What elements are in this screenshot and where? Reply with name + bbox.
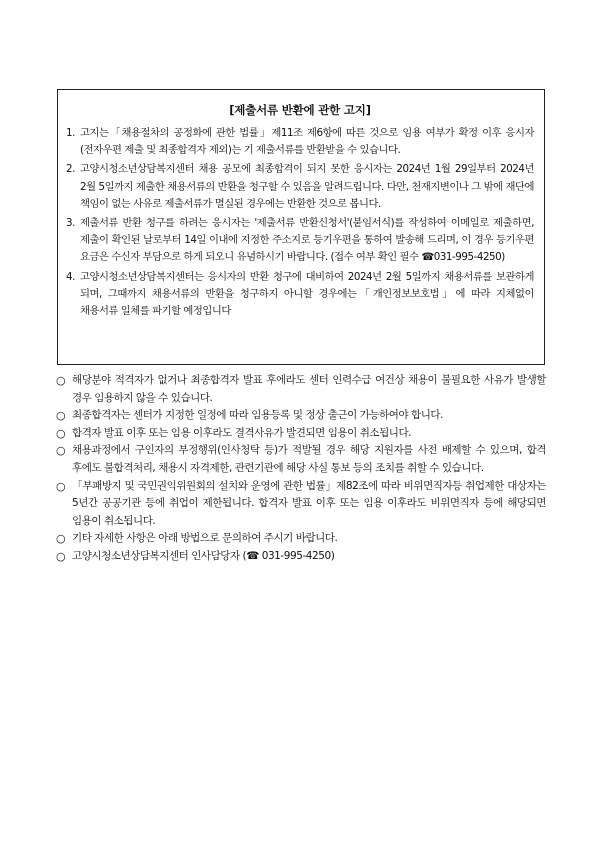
bullet-item: [56, 478, 546, 531]
notice-list: [66, 125, 534, 320]
bullet-item: [56, 442, 546, 477]
notice-item-number: 3.: [66, 217, 75, 230]
circle-bullet-icon: ○: [56, 444, 66, 458]
circle-bullet-icon: ○: [56, 532, 66, 546]
notice-item-number: 4.: [66, 270, 75, 283]
notice-box: [57, 89, 545, 365]
notice-item-number: 2.: [66, 163, 75, 176]
bullet-text: 합격자 발표 이후 또는 임용 이후라도 결격사유가 발견되면 임용이 취소됩니다.: [72, 426, 412, 439]
notice-item: [66, 269, 534, 321]
bullet-list: [56, 372, 546, 566]
bullet-text: 「부패방지 및 국민권익위원회의 설치와 운영에 관한 법률」제82조에 따라 비위면직자등 취업제한 대상자는 5년간 공공기관 등에 취업이 제한됩니다. 합격자 발표 이후 또는 임용 이후라도 비위면직자 등에 해당되면 임용이 취소됩니다.: [72, 479, 546, 527]
bullet-item: [56, 407, 546, 425]
bullet-item: [56, 530, 546, 548]
notice-item: [66, 161, 534, 213]
bullet-item: [56, 372, 546, 407]
circle-bullet-icon: ○: [56, 374, 66, 387]
notice-item: [66, 125, 534, 159]
circle-bullet-icon: ○: [56, 409, 66, 423]
notice-item-text: 고양시청소년상담복지센터는 응시자의 반환 청구에 대비하여 2024년 2월 5일까지 채용서류를 보관하게 되며, 그때까지 채용서류의 반환을 청구하지 아니할 경우에는「개인정보보호법」에 따라 지체없이 채용서류 일체를 파기할 예정입니다: [80, 270, 534, 318]
bullet-item: [56, 548, 546, 566]
circle-bullet-icon: ○: [56, 479, 66, 493]
notice-item-text: 제출서류 반환 청구를 하려는 응시자는 '제출서류 반환신청서'(붙임서식)를 작성하여 이메일로 제출하면, 제출이 확인된 날로부터 14일 이내에 지정한 주소지로 등기우편을 통하여 발송해 드리며, 이 경우 등기우편 요금은 수신자 부담으로 하게 되오니 유념하시기 바랍니다. (접수 여부 확인 필수 ☎031-995-4250): [80, 217, 534, 264]
bullet-text: 채용과정에서 구인자의 부정행위(인사청탁 등)가 적발될 경우 해당 지원자를 사전 배제할 수 있으며, 합격 후에도 불합격처리, 채용시 자격제한, 관련기관에 해당 사실 통보 등의 조치를 취할 수 있습니다.: [72, 444, 546, 474]
notice-item-text: 고지는「채용절차의 공정화에 관한 법률」제11조 제6항에 따른 것으로 임용 여부가 확정 이후 응시자(전자우편 제출 및 최종합격자 제외)는 기 제출서류를 반환받을 수 있습니다.: [80, 127, 534, 157]
notice-item-number: 1.: [66, 127, 75, 139]
notice-item: [66, 215, 534, 267]
bullet-text: 기타 자세한 사항은 아래 방법으로 문의하여 주시기 바랍니다.: [72, 532, 338, 545]
bullet-item: [56, 425, 546, 443]
notice-title: [제출서류 반환에 관한 고지]: [229, 103, 371, 117]
bullet-text: 최종합격자는 센터가 지정한 일정에 따라 임용등록 및 정상 출근이 가능하여야 합니다.: [72, 409, 444, 422]
bullet-text: 해당분야 적격자가 없거나 최종합격자 발표 후에라도 센터 인력수급 여건상 채용이 불필요한 사유가 발생할 경우 임용하지 않을 수 있습니다.: [72, 374, 546, 404]
circle-bullet-icon: ○: [56, 549, 66, 563]
circle-bullet-icon: ○: [56, 426, 66, 440]
notice-item-text: 고양시청소년상담복지센터 채용 공모에 최종합격이 되지 못한 응시자는 2024년 1월 29일부터 2024년 2월 5일까지 제출한 채용서류의 반환을 청구할 수 있음을 알려드립니다. 다만, 천재지변이나 그 밖에 재단에 책임이 없는 사유로 제출서류가 멸실된 경우에는 반환한 것으로 봅니다.: [80, 163, 534, 210]
bullet-text: 고양시청소년상담복지센터 인사담당자 (☎ 031-995-4250): [72, 549, 335, 562]
